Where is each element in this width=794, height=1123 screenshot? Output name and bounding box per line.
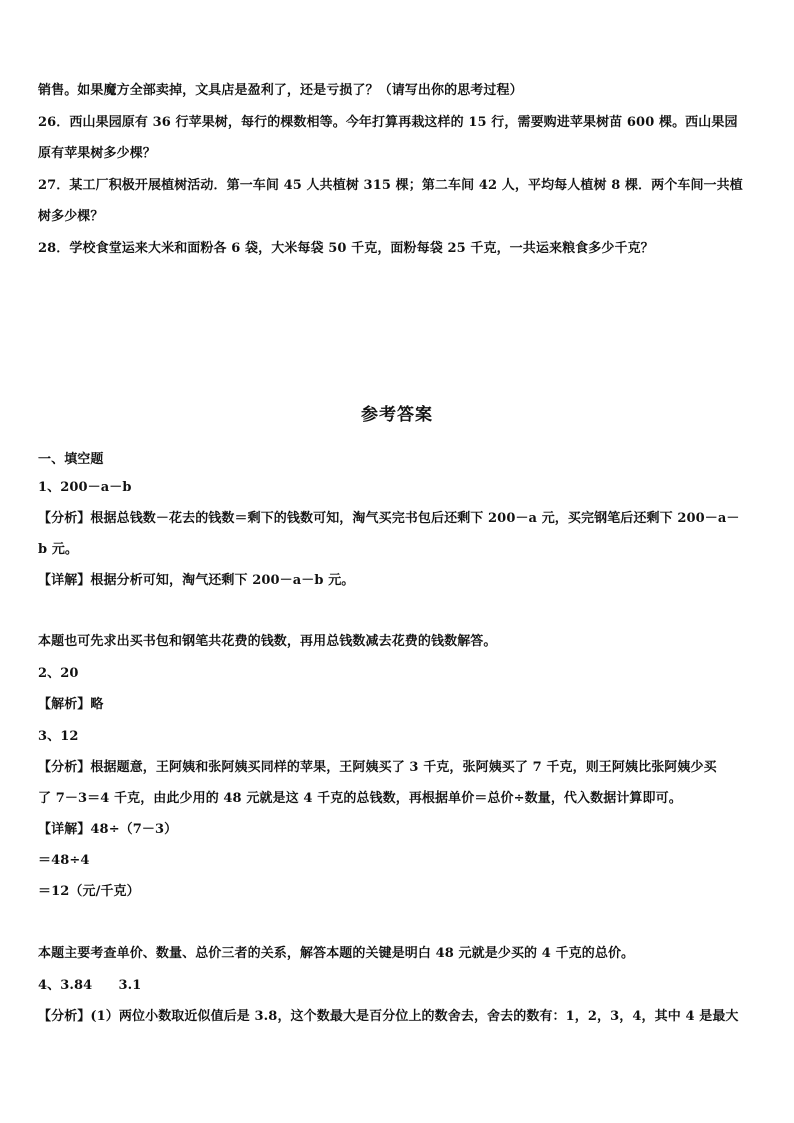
- answer-1-analysis-line-1: 【分析】根据总钱数－花去的钱数＝剩下的钱数可知，淘气买完书包后还剩下 200－a 元，买完钢笔后还剩下 200－a－: [38, 511, 740, 526]
- answer-3-analysis-line-1: 【分析】根据题意，王阿姨和张阿姨买同样的苹果，王阿姨买了 3 千克，张阿姨买了 7 千克，则王阿姨比张阿姨少买: [38, 760, 717, 775]
- answer-1: 1、200－a－b: [38, 480, 132, 495]
- q26-line-1: 26．西山果园原有 36 行苹果树，每行的棵数相等。今年打算再栽这样的 15 行，需要购进苹果树苗 600 棵。西山果园: [38, 115, 738, 130]
- q27-line-1: 27．某工厂积极开展植树活动．第一车间 45 人共植树 315 棵；第二车间 42 人，平均每人植树 8 棵．两个车间一共植: [38, 178, 743, 193]
- answer-1-analysis-line-2: b 元。: [38, 542, 79, 557]
- answer-3-detail-line-3: ＝12（元/千克）: [38, 884, 140, 899]
- answer-key-title: 参考答案: [361, 405, 433, 425]
- q28: 28．学校食堂运来大米和面粉各 6 袋，大米每袋 50 千克，面粉每袋 25 千克，一共运来粮食多少千克？: [38, 241, 654, 256]
- answer-3-detail-line-2: ＝48÷4: [38, 853, 90, 868]
- answer-4: 4、3.84 3.1: [38, 978, 142, 993]
- answer-3-analysis-line-2: 了 7－3＝4 千克，由此少用的 48 元就是这 4 千克的总钱数，再根据单价＝总价÷数量，代入数据计算即可。: [38, 791, 682, 806]
- answer-2: 2、20: [38, 666, 79, 681]
- answer-3-note: 本题主要考查单价、数量、总价三者的关系，解答本题的关键是明白 48 元就是少买的 4 千克的总价。: [38, 946, 635, 961]
- q26-line-2: 原有苹果树多少棵？: [38, 146, 156, 161]
- q25-tail: 销售。如果魔方全部卖掉，文具店是盈利了，还是亏损了？（请写出你的思考过程）: [38, 83, 523, 98]
- answer-3: 3、12: [38, 729, 79, 744]
- q27-line-2: 树多少棵？: [38, 209, 104, 224]
- answer-2-analysis: 【解析】略: [38, 697, 104, 712]
- answer-3-detail-line-1: 【详解】48÷（7－3）: [38, 822, 178, 837]
- answer-1-detail: 【详解】根据分析可知，淘气还剩下 200－a－b 元。: [38, 573, 355, 588]
- section-heading: 一、填空题: [38, 452, 104, 467]
- answer-4-analysis-line-1: 【分析】(1）两位小数取近似值后是 3.8，这个数最大是百分位上的数舍去，舍去的数有：1，2，3，4，其中 4 是最大: [38, 1009, 739, 1024]
- answer-1-note: 本题也可先求出买书包和钢笔共花费的钱数，再用总钱数减去花费的钱数解答。: [38, 634, 497, 649]
